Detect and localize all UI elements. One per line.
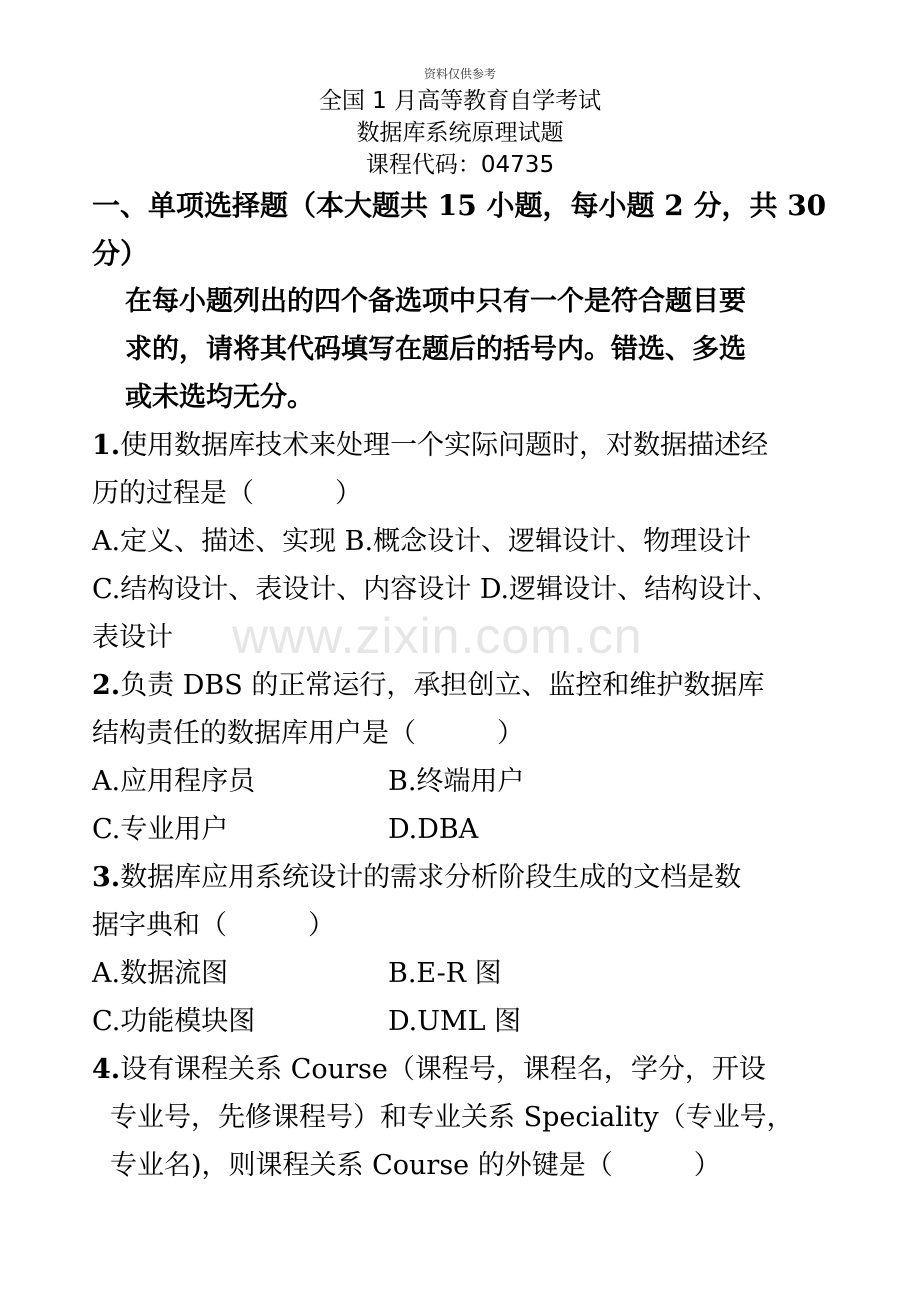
question-number: 2. [92,670,121,701]
question-2-option-c: C.专业用户 [92,814,229,845]
question-2-stem-cont: 结构责任的数据库用户是（ ） [92,718,524,749]
question-3-stem-cont: 据字典和（ ） [92,910,335,941]
course-code: 课程代码：04735 [365,152,555,178]
reference-watermark: 资料仅供参考 [423,67,496,81]
question-text: 负责 DBS 的正常运行，承担创立、监控和维护数据库 [120,670,765,701]
question-1-options-ab: A.定义、描述、实现 B.概念设计、逻辑设计、物理设计 [92,526,752,557]
question-text: 设有课程关系 Course（课程号，课程名，学分，开设 [120,1054,766,1085]
question-2-option-b: B.终端用户 [388,766,525,797]
question-number: 3. [92,862,121,893]
question-2-option-a: A.应用程序员 [92,766,256,797]
section-title-cont: 分） [92,237,149,270]
section-instructions: 在每小题列出的四个备选项中只有一个是符合题目要 [125,286,746,317]
section-instructions-cont: 求的，请将其代码填写在题后的括号内。错选、多选 [125,334,746,365]
question-4-stem-cont: 专业号，先修课程号）和专业关系 Speciality（专业号， [110,1102,794,1133]
question-4-stem [92,1050,766,1090]
section-instructions-end: 或未选均无分。 [125,382,314,413]
site-watermark: www.zixin.com.cn [232,608,643,664]
question-3-option-c: C.功能模块图 [92,1006,256,1037]
question-text: 使用数据库技术来处理一个实际问题时，对数据描述经 [120,430,769,461]
question-4-stem-end: 专业名)，则课程关系 Course 的外键是（ ） [110,1150,721,1181]
exam-title: 全国 1 月高等教育自学考试 [318,88,602,114]
exam-subject: 数据库系统原理试题 [356,120,564,146]
question-text: 数据库应用系统设计的需求分析阶段生成的文档是数 [120,862,742,893]
question-1-stem-cont: 历的过程是（ ） [92,478,362,509]
question-3-option-b: B.E-R 图 [388,958,502,989]
section-title: 一、单项选择题（本大题共 15 小题，每小题 2 分，共 30 [92,189,827,222]
question-number: 1. [92,430,121,461]
question-3-stem [92,858,741,898]
question-2-option-d: D.DBA [388,814,479,845]
question-1-options-cont: 表设计 [92,622,173,653]
question-1-options-cd: C.结构设计、表设计、内容设计 D.逻辑设计、结构设计、 [92,574,780,605]
question-3-option-d: D.UML 图 [388,1006,522,1037]
question-1-stem [92,426,768,466]
question-number: 4. [92,1054,121,1085]
question-2-stem [92,666,764,706]
question-3-option-a: A.数据流图 [92,958,229,989]
